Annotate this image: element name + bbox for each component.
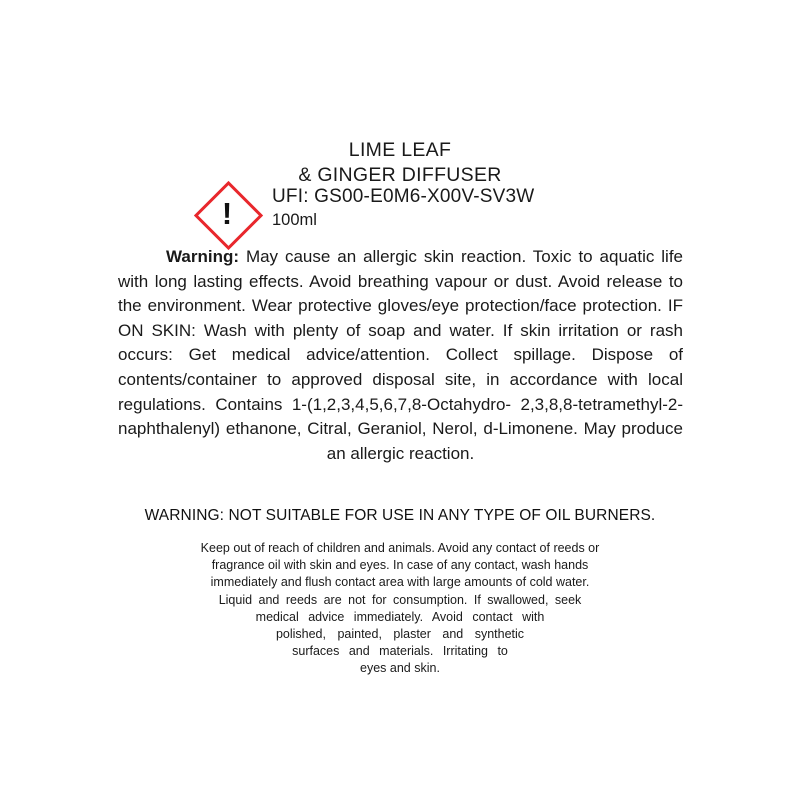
hazard-warning-paragraph [118, 245, 683, 466]
care-line-4: Liquid and reeds are not for consumption. If swallowed, seek [218, 592, 582, 607]
exclamation-mark-icon [196, 183, 258, 245]
care-line-6: polished, painted, plaster and synthetic [275, 627, 525, 642]
warning-heading: Warning: [166, 247, 240, 266]
oil-burner-warning: WARNING: NOT SUITABLE FOR USE IN ANY TYPE OF OIL BURNERS. [144, 507, 656, 524]
product-title [0, 138, 800, 188]
care-line-1: Keep out of reach of children and animals. Avoid any contact of reeds or [200, 541, 600, 555]
ufi-code: UFI: GS00-E0M6-X00V-SV3W [272, 186, 535, 207]
care-line-5: medical advice immediately. Avoid contact with [255, 609, 545, 624]
hazard-identification-row [196, 183, 616, 245]
volume-text: 100ml [272, 211, 317, 229]
care-line-3: immediately and flush contact area with large amounts of cold water. [210, 575, 590, 590]
ufi-block [272, 185, 612, 231]
care-line-8: eyes and skin. [360, 661, 440, 676]
exclamation-glyph: ! [221, 195, 233, 231]
care-instructions [160, 540, 640, 678]
product-title-line-1: LIME LEAF [348, 139, 452, 161]
warning-body: May cause an allergic skin reaction. Toxic to aquatic life with long lasting effects. Avoid breathing vapour or dust. Avoid release to the environment. Wear protective gloves/eye protection/face protection. IF ON SKIN: Wash with plenty of soap and water. If skin irritation or rash occurs: Get medical advice/attention. Collect spillage. Dispose of contents/container to approved disposal site, in accordance with local regulations. Contains 1-(1,2,3,4,5,6,7,8-Octahydro- 2,3,8,8-tetramethyl-2-naphthalenyl) ethanone, Citral, Geraniol, Nerol, d-Limonene. May produce an allergic reaction. [118, 247, 683, 463]
product-title-line-2: & GINGER DIFFUSER [298, 164, 502, 186]
care-line-2: fragrance oil with skin and eyes. In case of any contact, wash hands [211, 558, 589, 573]
care-line-7: surfaces and materials. Irritating to [292, 644, 508, 659]
